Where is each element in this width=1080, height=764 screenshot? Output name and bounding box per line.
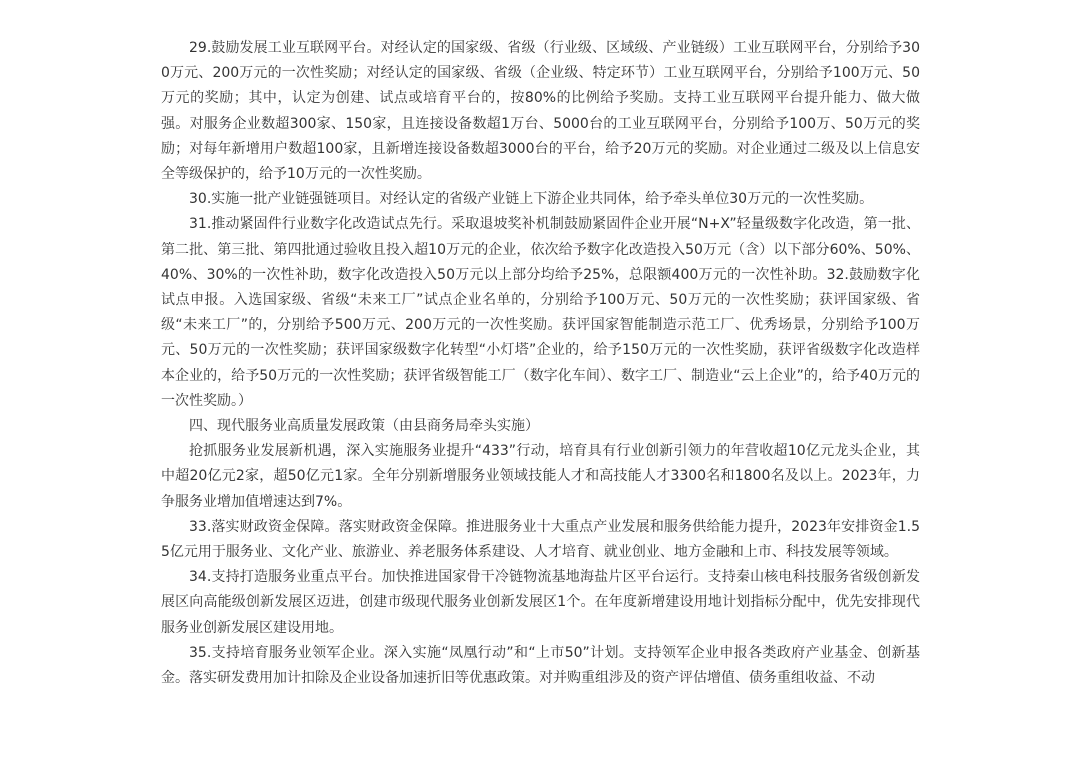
- paragraph-35-leading-enterprises: 35.支持培育服务业领军企业。深入实施“凤凰行动”和“上市50”计划。支持领军企业申报各类政府产业基金、创新基金。落实研发费用加计扣除及企业设备加速折旧等优惠政策。对并购重组涉及的资产评估增值、债务重组收益、不动: [161, 644, 920, 687]
- paragraph-33-fiscal-funding: 33.落实财政资金保障。落实财政资金保障。推进服务业十大重点产业发展和服务供给能力提升，2023年安排资金1.55亿元用于服务业、文化产业、旅游业、养老服务体系建设、人才培育、就业创业、地方金融和上市、科技发展等领域。: [161, 518, 920, 561]
- section-heading-modern-services: 四、现代服务业高质量发展政策（由县商务局牵头实施）: [189, 418, 539, 435]
- paragraph-30-industry-chain: 30.实施一批产业链强链项目。对经认定的省级产业链上下游企业共同体，给予牵头单位30万元的一次性奖励。: [189, 191, 874, 208]
- paragraph-31-fastener-digitalization: 31.推动紧固件行业数字化改造试点先行。采取退坡奖补机制鼓励紧固件企业开展“N+X”轻量级数字化改造，第一批、第二批、第三批、第四批通过验收且投入超10万元的企业，依次给予数字化改造投入50万元（含）以下部分60%、50%、40%、30%的一次性补助，数字化改造投入50万元以上部分均给予25%，总限额400万元的一次性补助。32.鼓励数字化试点申报。入选国家级、省级“未来工厂”试点企业名单的，分别给予100万元、50万元的一次性奖励；获评国家级、省级“未来工厂”的，分别给予500万元、200万元的一次性奖励。获评国家智能制造示范工厂、优秀场景，分别给予100万元、50万元的一次性奖励；获评国家级数字化转型“小灯塔”企业的，给予150万元的一次性奖励，获评省级数字化改造样本企业的，给予50万元的一次性奖励；获评省级智能工厂（数字化车间）、数字工厂、制造业“云上企业”的，给予40万元的一次性奖励。）: [161, 216, 920, 409]
- paragraph-services-overview: 抢抓服务业发展新机遇，深入实施服务业提升“433”行动，培育具有行业创新引领力的年营收超10亿元龙头企业，其中超20亿元2家，超50亿元1家。全年分别新增服务业领域技能人才和高技能人才3300名和1800名及以上。2023年，力争服务业增加值增速达到7%。: [161, 443, 920, 510]
- paragraph-34-service-platforms: 34.支持打造服务业重点平台。加快推进国家骨干冷链物流基地海盐片区平台运行。支持秦山核电科技服务省级创新发展区向高能级创新发展区迈进，创建市级现代服务业创新发展区1个。在年度新增建设用地计划指标分配中，优先安排现代服务业创新发展区建设用地。: [161, 569, 920, 636]
- paragraph-29-industrial-internet: 29.鼓励发展工业互联网平台。对经认定的国家级、省级（行业级、区域级、产业链级）工业互联网平台，分别给予300万元、200万元的一次性奖励；对经认定的国家级、省级（企业级、特定环节）工业互联网平台，分别给予100万元、50万元的奖励；其中，认定为创建、试点或培育平台的，按80%的比例给予奖励。支持工业互联网平台提升能力、做大做强。对服务企业数超300家、150家，且连接设备数超1万台、5000台的工业互联网平台，分别给予100万、50万元的奖励；对每年新增用户数超100家，且新增连接设备数超3000台的平台，给予20万元的奖励。对企业通过二级及以上信息安全等级保护的，给予10万元的一次性奖励。: [161, 40, 920, 183]
